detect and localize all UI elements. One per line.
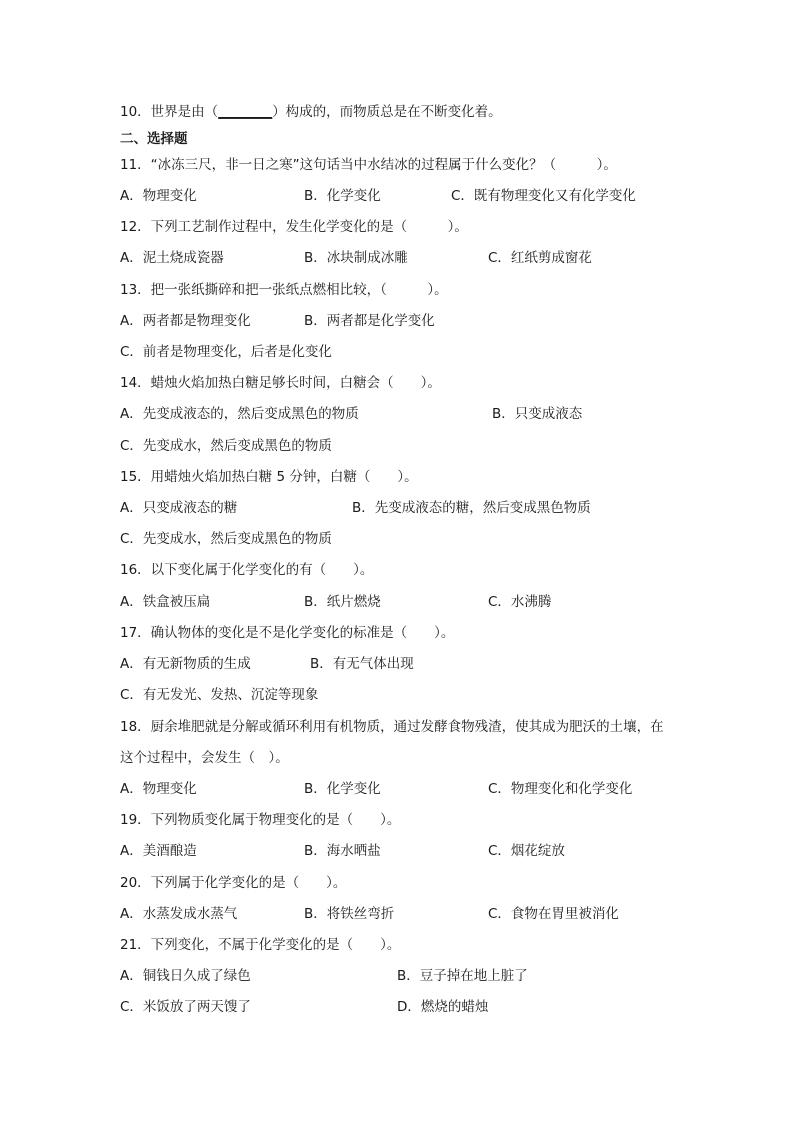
- question-20-stem: 20．下列属于化学变化的是（ ）。: [120, 875, 347, 891]
- option-b[interactable]: B．两者都是化学变化: [304, 313, 435, 329]
- option-b[interactable]: B．先变成液态的糖，然后变成黑色物质: [352, 500, 591, 516]
- option-c[interactable]: C．有无发光、发热、沉淀等现象: [120, 687, 319, 703]
- option-c[interactable]: C．先变成水，然后变成黑色的物质: [120, 531, 332, 547]
- option-b[interactable]: B．冰块制成冰雕: [304, 250, 408, 266]
- option-a[interactable]: A．水蒸发成水蒸气: [120, 906, 238, 922]
- option-c[interactable]: C．物理变化和化学变化: [488, 781, 633, 797]
- option-b[interactable]: B．豆子掉在地上脏了: [397, 968, 528, 984]
- option-a[interactable]: A．两者都是物理变化: [120, 313, 251, 329]
- question-10: [120, 102, 502, 122]
- question-21-stem: 21．下列变化，不属于化学变化的是（ ）。: [120, 937, 401, 953]
- option-a[interactable]: A．铜钱日久成了绿色: [120, 968, 251, 984]
- q10-text-post: ）构成的，而物质总是在不断变化着。: [272, 104, 502, 120]
- option-c[interactable]: C．烟花绽放: [488, 843, 565, 859]
- option-c[interactable]: C．先变成水，然后变成黑色的物质: [120, 438, 332, 454]
- option-c[interactable]: C．米饭放了两天馊了: [120, 999, 251, 1015]
- q10-text-pre: 10．世界是由（: [120, 104, 219, 120]
- option-b[interactable]: B．纸片燃烧: [304, 594, 381, 610]
- question-12-stem: 12．下列工艺制作过程中，发生化学变化的是（ ）。: [120, 219, 468, 235]
- option-c[interactable]: C．既有物理变化又有化学变化: [451, 188, 636, 204]
- question-15-stem: 15．用蜡烛火焰加热白糖 5 分钟，白糖（ ）。: [120, 469, 418, 485]
- question-19-stem: 19．下列物质变化属于物理变化的是（ ）。: [120, 812, 401, 828]
- option-b[interactable]: B．化学变化: [304, 781, 381, 797]
- option-c[interactable]: C．水沸腾: [488, 594, 552, 610]
- section-title: 二、选择题: [120, 131, 188, 147]
- question-18-stem-line1: 18．厨余堆肥就是分解或循环利用有机物质，通过发酵食物残渣，使其成为肥沃的土壤，在: [120, 719, 664, 735]
- question-14-stem: 14．蜡烛火焰加热白糖足够长时间，白糖会（ ）。: [120, 375, 441, 391]
- option-a[interactable]: A．铁盒被压扁: [120, 594, 211, 610]
- option-a[interactable]: A．有无新物质的生成: [120, 656, 251, 672]
- option-d[interactable]: D．燃烧的蜡烛: [397, 999, 489, 1015]
- question-11-stem: 11．“冰冻三尺，非一日之寒”这句话当中水结冰的过程属于什么变化？（ ）。: [120, 157, 617, 173]
- question-13-stem: 13．把一张纸撕碎和把一张纸点燃相比较，（ ）。: [120, 282, 448, 298]
- option-b[interactable]: B．只变成液态: [492, 406, 583, 422]
- option-a[interactable]: A．物理变化: [120, 188, 197, 204]
- option-a[interactable]: A．美酒酿造: [120, 843, 197, 859]
- q10-blank[interactable]: ________: [218, 104, 273, 120]
- option-b[interactable]: B．海水晒盐: [304, 843, 381, 859]
- option-a[interactable]: A．先变成液态的，然后变成黑色的物质: [120, 406, 359, 422]
- option-c[interactable]: C．前者是物理变化，后者是化变化: [120, 344, 332, 360]
- option-a[interactable]: A．只变成液态的糖: [120, 500, 238, 516]
- question-18-stem-line2: 这个过程中，会发生（ ）。: [120, 750, 289, 766]
- option-b[interactable]: B．化学变化: [304, 188, 381, 204]
- question-16-stem: 16．以下变化属于化学变化的有（ ）。: [120, 562, 374, 578]
- question-17-stem: 17．确认物体的变化是不是化学变化的标准是（ ）。: [120, 625, 455, 641]
- option-c[interactable]: C．红纸剪成窗花: [488, 250, 592, 266]
- option-a[interactable]: A．物理变化: [120, 781, 197, 797]
- option-a[interactable]: A．泥土烧成瓷器: [120, 250, 224, 266]
- option-b[interactable]: B．将铁丝弯折: [304, 906, 395, 922]
- option-c[interactable]: C．食物在胃里被消化: [488, 906, 619, 922]
- option-b[interactable]: B．有无气体出现: [310, 656, 414, 672]
